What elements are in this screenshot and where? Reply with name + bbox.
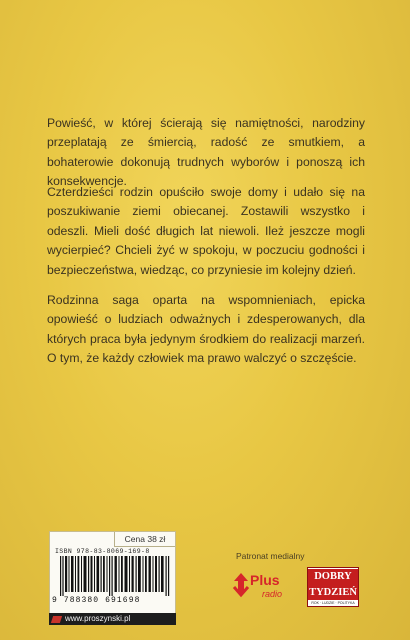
publisher-website-bar xyxy=(49,613,176,625)
blurb-paragraph-1 xyxy=(47,114,365,192)
blurb-text: Powieść, w której ścierają się namiętności, narodziny przeplatają ze śmiercią, radość ze smutkiem, a bohaterowie dokonują trudnych wyborów i ponoszą ich konsekwencje. xyxy=(47,116,365,189)
isbn-text: ISBN 978-83-8069-169-8 xyxy=(55,548,150,555)
price-label: Cena 38 zł xyxy=(114,532,175,547)
dobry-tydzien-logo xyxy=(307,567,359,607)
barcode-box xyxy=(49,531,176,615)
barcode-icon xyxy=(60,556,170,596)
blurb-paragraph-2 xyxy=(47,183,365,280)
plus-logo-sub: radio xyxy=(262,589,283,599)
blurb-text: Rodzinna saga oparta na wspomnieniach, epicka opowieść o ludziach odważnych i zdesperowanych, dla których praca była jedynym środkiem do realizacji marzeń. O tym, że każdy człowiek ma prawo walczyć o szczęście. xyxy=(47,293,365,366)
dobry-logo-strip: ROK · LUDZIE · POLITYKA xyxy=(308,601,358,606)
radio-plus-logo xyxy=(232,569,284,605)
publisher-logo-icon xyxy=(51,616,62,623)
plus-logo-text: Plus xyxy=(250,572,280,588)
blurb-paragraph-3 xyxy=(47,291,365,369)
dobry-logo-bottom: TYDZIEŃ xyxy=(309,587,357,598)
dobry-logo-top: DOBRY xyxy=(308,569,358,585)
media-patronage-label: Patronat medialny xyxy=(236,551,305,561)
blurb-text: Czterdzieści rodzin opuściło swoje domy i udało się na poszukiwanie ziemi obiecanej. Zostawili wszystko i odeszli. Mieli dość długich lat niewoli. Ileż jeszcze mogli wycierpieć? Chcieli żyć w spokoju, w poczuciu godności i bezpieczeństwa, wiedząc, co przyniesie im kolejny dzień. xyxy=(47,185,365,277)
barcode-digits: 9 788380 691698 xyxy=(52,596,141,605)
publisher-website: www.proszynski.pl xyxy=(65,614,131,623)
